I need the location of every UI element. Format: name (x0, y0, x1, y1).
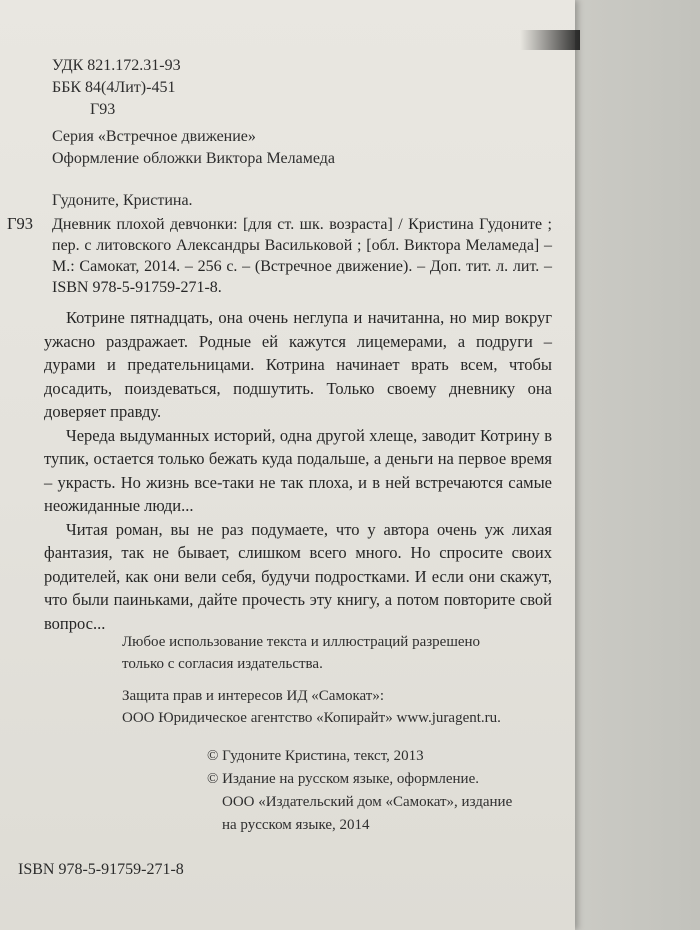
annotation-paragraph-1: Котрине пятнадцать, она очень неглупа и начитанна, но мир вокруг ужасно раздражает. Родные ей кажутся лицемерами, а подруги – дурами и предательницами. Котрина начинает врать всем, чтобы досадить, поиздеваться, подшутить. Только своему дневнику она доверяет правду. (44, 308, 552, 421)
series-line: Серия «Встречное движение» (52, 128, 256, 145)
usage-notice-line-2: только с согласия издательства. (122, 656, 323, 672)
udk-code: УДК 821.172.31-93 (52, 57, 181, 74)
annotation-paragraph-2: Череда выдуманных историй, одна другой хлеще, заводит Котрину в тупик, остается только бежать куда подальше, а деньги на первое время – украсть. Но жизнь все-таки не так плоха, и в ней встречаются самые неожиданные люди... (44, 425, 552, 515)
rights-line-2: ООО Юридическое агентство «Копирайт» www.juragent.ru. (122, 710, 501, 726)
cutter-mark: Г93 (90, 101, 116, 118)
page-corner-shadow (520, 30, 580, 50)
cover-design-credit: Оформление обложки Виктора Меламеда (52, 150, 335, 167)
rights-line-1: Защита прав и интересов ИД «Самокат»: (122, 688, 385, 704)
bibliographic-record (52, 214, 552, 298)
author-heading: Гудоните, Кристина. (52, 192, 193, 209)
annotation-paragraph-3: Читая роман, вы не раз подумаете, что у автора очень уж лихая фантазия, так не бывает, слишком всего много. Но спросите своих родителей, как они вели себя, будучи подростками. И если они скажут, что были паиньками, дайте прочесть эту книгу, а потом повторите свой вопрос... (44, 519, 552, 633)
usage-notice-line-1: Любое использование текста и иллюстраций разрешено (122, 634, 481, 650)
bib-cutter-code: Г93 (7, 214, 34, 233)
annotation (44, 306, 552, 635)
bib-text: Дневник плохой девчонки: [для ст. шк. возраста] / Кристина Гудоните ; пер. с литовского Александры Васильковой ; [обл. Виктора Меламеда] – М.: Самокат, 2014. – 256 с. – (Встречное движение). – Доп. тит. л. лит. – ISBN 978-5-91759-271-8. (52, 216, 552, 296)
isbn-number: ISBN 978-5-91759-271-8 (18, 861, 184, 878)
copyright-line-4: на русском языке, 2014 (222, 817, 370, 833)
copyright-line-2: © Издание на русском языке, оформление. (207, 771, 479, 787)
copyright-line-1: © Гудоните Кристина, текст, 2013 (207, 748, 424, 764)
copyright-line-3: ООО «Издательский дом «Самокат», издание (222, 794, 513, 810)
bbk-code: ББК 84(4Лит)-451 (52, 79, 176, 96)
